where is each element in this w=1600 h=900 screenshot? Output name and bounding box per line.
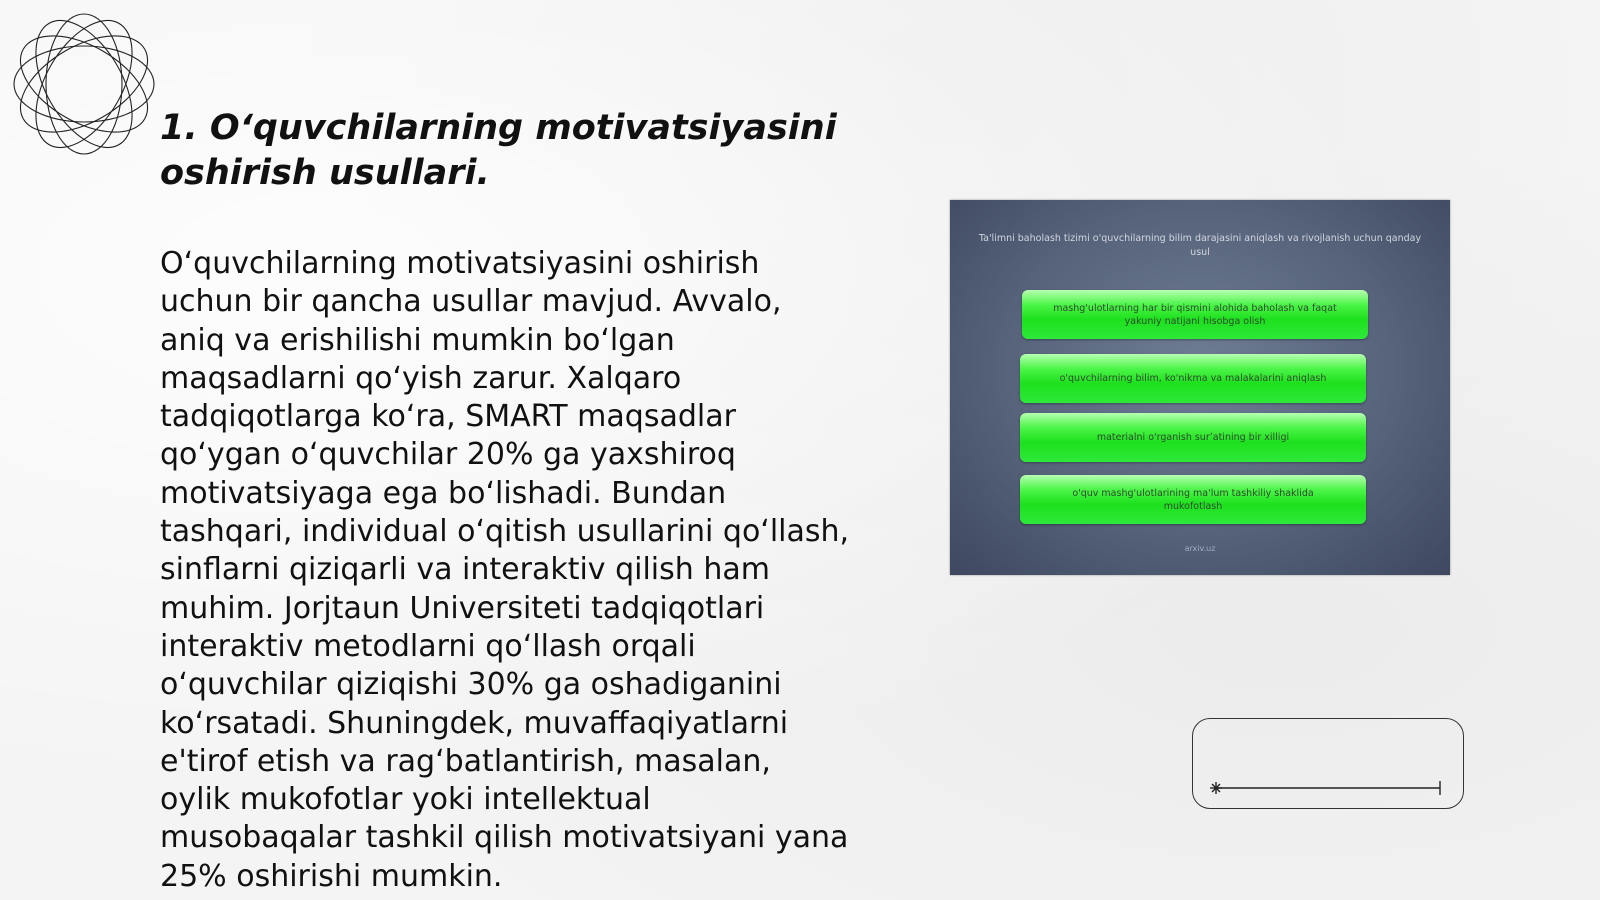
- decorative-frame: [1192, 718, 1464, 809]
- quiz-option: o'quvchilarning bilim, ko'nikma va malakalarini aniqlash: [1020, 354, 1366, 403]
- decorative-line: [1208, 781, 1448, 795]
- slide-footer: arxiv.uz: [1184, 544, 1216, 553]
- quiz-option: o'quv mashg'ulotlarining ma'lum tashkiliy shaklida mukofotlash: [1020, 475, 1366, 524]
- body-paragraph: O‘quvchilarning motivatsiyasini oshirish uchun bir qancha usullar mavjud. Avvalo, aniq va erishilishi mumkin bo‘lgan maqsadlarni qo‘yish zarur. Xalqaro tadqiqotlarga ko‘ra, SMART maqsadlar qo‘ygan o‘quvchilar 20% ga yaxshiroq motivatsiyaga ega bo‘lishadi. Bundan tashqari, individual o‘qitish usullarini qo‘llash, sinflarni qiziqarli va interaktiv qilish ham muhim. Jorjtaun Universiteti tadqiqotlari interaktiv metodlarni qo‘llash orqali o‘quvchilar qiziqishi 30% ga oshadiganini ko‘rsatadi. Shuningdek, muvaffaqiyatlarni e'tirof etish va rag‘batlantirish, masalan, oylik mukofotlar yoki intellektual musobaqalar tashkil qilish motivatsiyani yana 25% oshirishi mumkin.: [160, 246, 850, 894]
- slide-title: 1. O‘quvchilarning motivatsiyasini oshirish usullari.: [160, 108, 837, 193]
- quiz-slide-image: [950, 200, 1450, 575]
- quiz-option: materialni o'rganish surʼatining bir xilligi: [1020, 413, 1366, 462]
- quiz-question: Ta'limni baholash tizimi o'quvchilarning bilim darajasini aniqlash va rivojlanish uchun qanday usul: [978, 233, 1422, 258]
- decorative-rosette-icon: [10, 10, 158, 158]
- quiz-option: mashg'ulotlarning har bir qismini alohida baholash va faqat yakuniy natijani hisobga olish: [1022, 290, 1368, 339]
